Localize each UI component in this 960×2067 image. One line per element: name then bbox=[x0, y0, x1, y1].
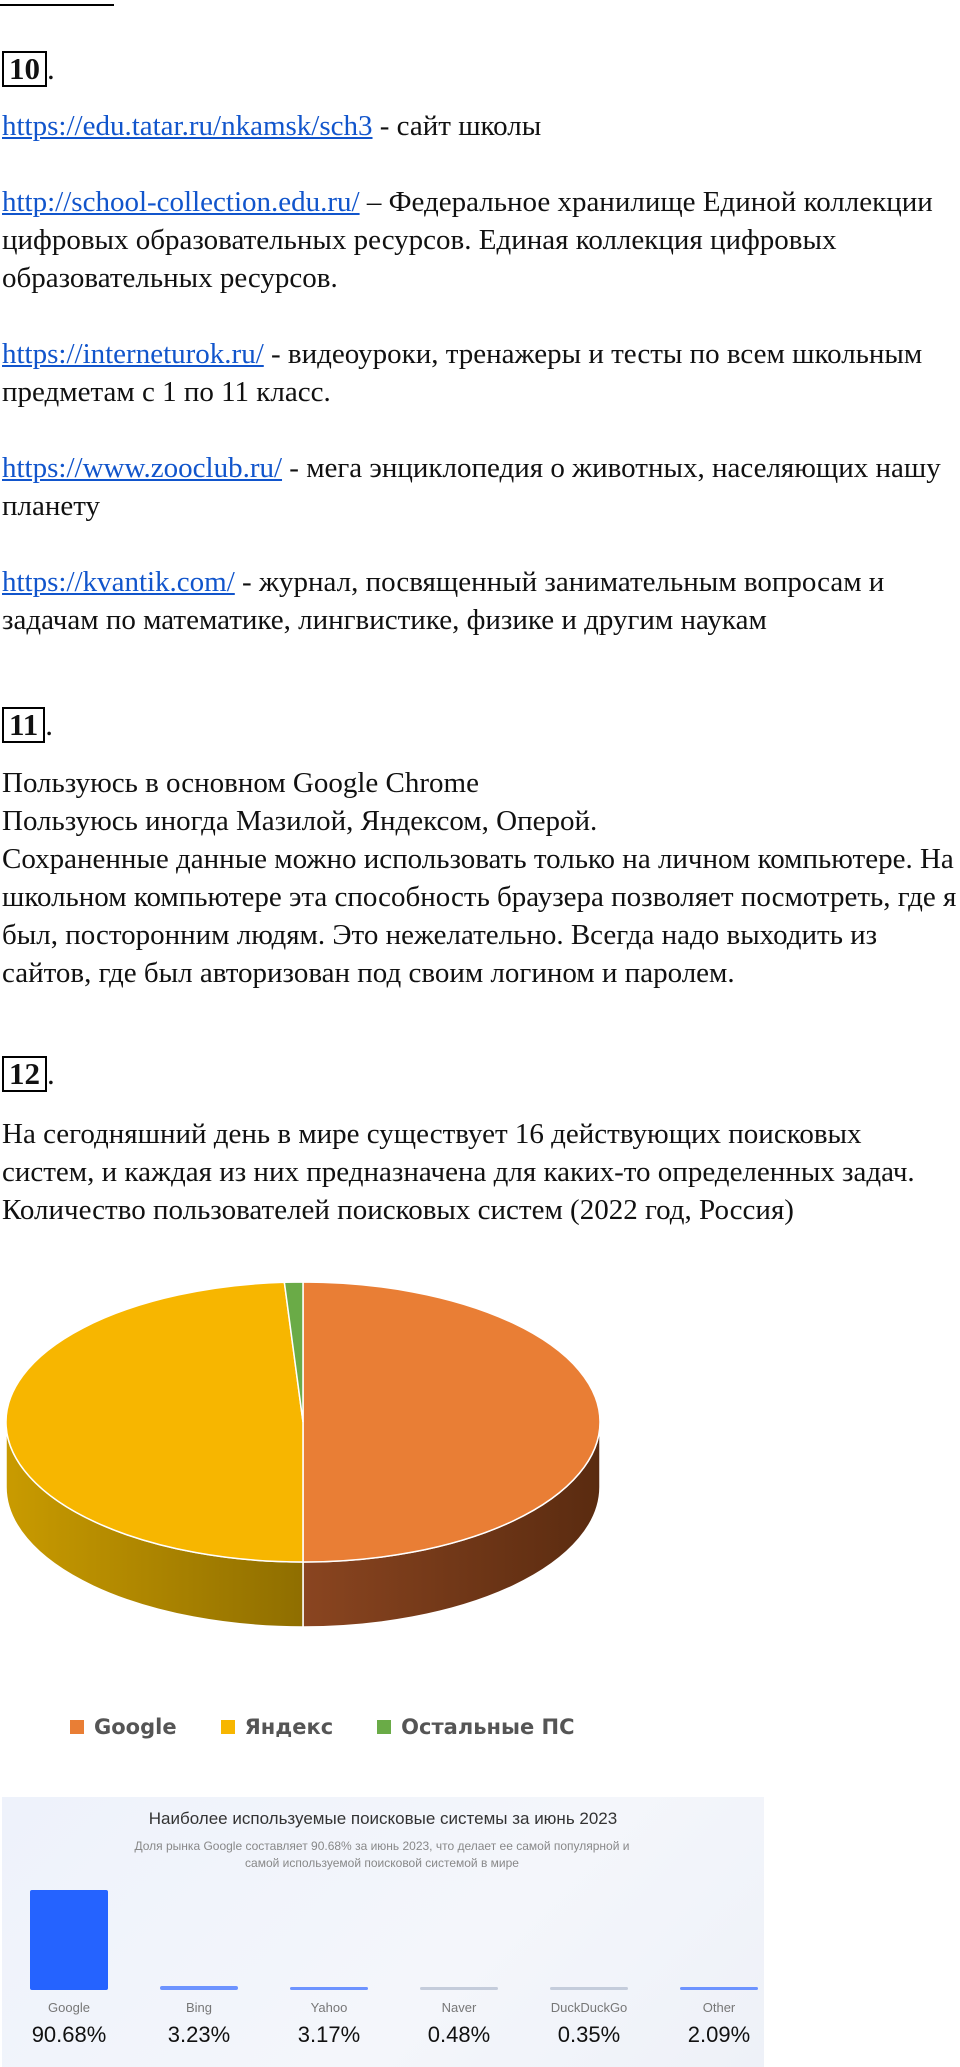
browser-paragraph: Пользуюсь в основном Google Chrome Пользуюсь иногда Мазилой, Яндексом, Оперой. Сохраненные данные можно использовать только на личном компьютере. На школьном компьютере эта способность браузера позволяет посмотреть, где я был, посторонним людям. Это нежелательно. Всегда надо выходить из сайтов, где был авторизован под своим логином и паролем. bbox=[2, 767, 957, 989]
bar-category-label: DuckDuckGo bbox=[550, 2000, 628, 2015]
bar-column-bing bbox=[140, 1797, 250, 2067]
resource-link[interactable]: https://edu.tatar.ru/nkamsk/sch3 bbox=[2, 110, 373, 142]
resource-item: http://school-collection.edu.ru/ – Федеральное хранилище Единой коллекции цифровых образовательных ресурсов. Единая коллекция цифровых образовательных ресурсов. bbox=[2, 186, 933, 294]
resource-link[interactable]: https://www.zooclub.ru/ bbox=[2, 452, 283, 484]
pie-legend bbox=[70, 1715, 575, 1739]
resource-item: https://www.zooclub.ru/ - мега энциклопедия о животных, населяющих нашу планету bbox=[2, 452, 941, 522]
bar-value-label: 2.09% bbox=[687, 2022, 751, 2047]
legend-item-other: Остальные ПС bbox=[377, 1715, 574, 1739]
bar-category-label: Google bbox=[48, 2000, 90, 2015]
bar-column-google bbox=[10, 1797, 120, 2067]
bar-naver bbox=[420, 1987, 498, 1990]
bar-yahoo bbox=[290, 1987, 368, 1990]
resource-link[interactable]: http://school-collection.edu.ru/ bbox=[2, 186, 360, 218]
bar-column-other bbox=[660, 1797, 770, 2067]
section-11-heading: 11 . bbox=[2, 706, 53, 744]
bar-value-label: 90.68% bbox=[31, 2022, 107, 2047]
legend-swatch bbox=[221, 1720, 235, 1734]
chart-title: Наиболее используемые поисковые системы за июнь 2023 bbox=[148, 1809, 618, 1828]
legend-item-google: Google bbox=[70, 1715, 177, 1739]
bar-value-label: 0.35% bbox=[557, 2022, 621, 2047]
bar-value-label: 3.23% bbox=[167, 2022, 231, 2047]
bar-category-label: Naver bbox=[441, 2000, 477, 2015]
bar-column-naver bbox=[400, 1797, 510, 2067]
bar-other bbox=[680, 1987, 758, 1990]
section-12-heading: 12 . bbox=[2, 1055, 55, 1093]
top-rule bbox=[0, 4, 114, 6]
resource-item: https://interneturok.ru/ - видеоуроки, тренажеры и тесты по всем школьным предметам с 1 по 11 класс. bbox=[2, 338, 923, 408]
resource-item: https://kvantik.com/ - журнал, посвященный занимательным вопросам и задачам по математике, лингвистике, физике и другим наукам bbox=[2, 566, 885, 636]
resource-item: https://edu.tatar.ru/nkamsk/sch3 - сайт школы bbox=[2, 110, 542, 142]
bar-value-label: 3.17% bbox=[297, 2022, 361, 2047]
legend-swatch bbox=[377, 1720, 391, 1734]
legend-item-yandex: Яндекс bbox=[221, 1715, 334, 1739]
bar-category-label: Bing bbox=[185, 2000, 213, 2015]
bar-category-label: Yahoo bbox=[310, 2000, 348, 2015]
bar-google bbox=[30, 1890, 108, 1990]
bar-column-yahoo bbox=[270, 1797, 380, 2067]
market-share-chart bbox=[2, 1797, 764, 2067]
pie-chart-svg bbox=[0, 1272, 620, 1632]
pie-chart bbox=[0, 1272, 620, 1632]
resource-link[interactable]: https://interneturok.ru/ bbox=[2, 338, 264, 370]
section-number: 12 bbox=[2, 1056, 47, 1092]
bar-column-duckduckgo bbox=[530, 1797, 640, 2067]
bar-duckduckgo bbox=[550, 1987, 628, 1990]
legend-swatch bbox=[70, 1720, 84, 1734]
chart-caption: Количество пользователей поисковых систем (2022 год, Россия) bbox=[2, 1194, 794, 1226]
bar-category-label: Other bbox=[702, 2000, 736, 2015]
bar-bing bbox=[160, 1986, 238, 1990]
section-number: 11 bbox=[2, 707, 45, 743]
bar-value-label: 0.48% bbox=[427, 2022, 491, 2047]
section-number: 10 bbox=[2, 51, 47, 87]
chart-subtitle: Доля рынка Google составляет 90.68% за июнь 2023, что делает ее самой популярной и самой используемой поисковой системой в мире bbox=[134, 1839, 630, 1870]
search-intro: На сегодняшний день в мире существует 16 действующих поисковых систем, и каждая из них предназначена для каких-то определенных задач. Количество пользователей поисковых систем (2022 год, Россия) bbox=[2, 1118, 915, 1226]
section-10-heading: 10 . bbox=[2, 50, 55, 88]
resource-link[interactable]: https://kvantik.com/ bbox=[2, 566, 235, 598]
